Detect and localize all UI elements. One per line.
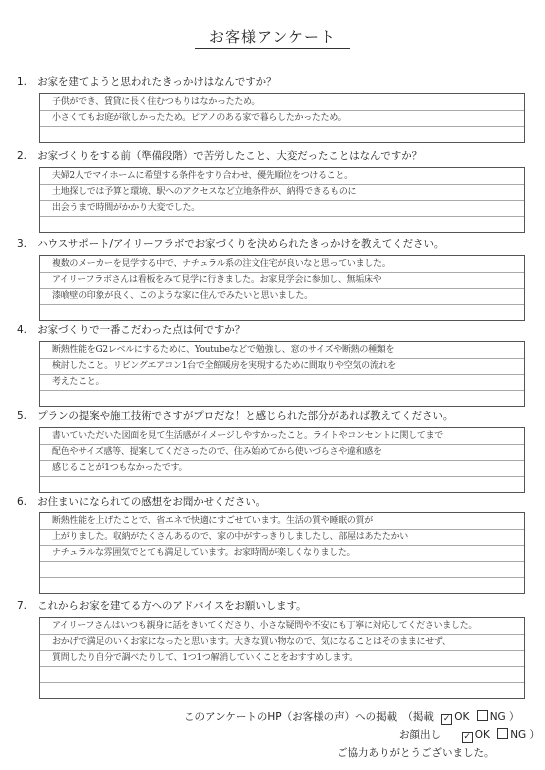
question-6-text: 6. お住まいになられての感想をお聞かせください。 bbox=[17, 496, 267, 508]
face-ok-checkbox[interactable]: ✓ bbox=[463, 732, 471, 742]
answer-1-line: 子供ができ、賃貸に長く住むつもりはなかったため。 bbox=[52, 97, 261, 107]
publish-ng-checkbox[interactable] bbox=[477, 710, 488, 721]
answer-3-line: 漆喰壁の印象が良く、このような家に住んでみたいと思いました。 bbox=[52, 291, 313, 301]
publish-ok-checkbox[interactable]: ✓ bbox=[442, 714, 451, 724]
answer-3-line: アイリーフラボさんは看板をみて見学に行きました。お家見学会に参加し、無垢床や bbox=[52, 275, 382, 285]
answer-3-box bbox=[39, 255, 525, 321]
answer-6-line: 断熱性能を上げたことで、省エネで快適にすごせています。生活の質や睡眠の質が bbox=[52, 516, 374, 526]
answer-4-line: 検討したこと。リビングエアコン1台で全館暖房を実現するために間取りや空気の流れを bbox=[52, 361, 396, 371]
answer-2-line: 土地探しでは予算と環境、駅へのアクセスなど立地条件が、納得できるものに bbox=[52, 187, 357, 197]
answer-2-box bbox=[39, 167, 525, 233]
answer-5-line: 書いていただいた図面を見て生活感がイメージしやすかったこと。ライトやコンセントに関してまで bbox=[52, 431, 443, 441]
answer-4-line: 考えたこと。 bbox=[52, 377, 105, 387]
answer-7-line: おかげで満足のいくお家になったと思います。大きな買い物なので、気になることはそのままにせず、 bbox=[52, 637, 451, 647]
question-7-text: 7. これからお家を建てる方へのアドバイスをお願いします。 bbox=[17, 600, 307, 612]
answer-5-line: 感じることが1つもなかったです。 bbox=[52, 463, 188, 473]
answer-7-line: アイリーフさんはいつも親身に話をきいてくださり、小さな疑問や不安にも丁寧に対応してくださいました。 bbox=[52, 621, 478, 631]
question-3-text: 3. ハウスサポート/アイリーフラボでお家づくりを決められたきっかけを教えてください。 bbox=[17, 238, 445, 250]
answer-1-box bbox=[39, 93, 525, 143]
answer-2-line: 夫婦2人でマイホームに希望する条件をすり合わせ、優先順位をつけること。 bbox=[52, 171, 353, 181]
answer-6-box bbox=[39, 512, 525, 594]
answer-6-line: 上がりました。収納がたくさんあるので、家の中がすっきりしましたし、部屋はあたたかい bbox=[52, 532, 408, 542]
question-5-text: 5. プランの提案や施工技術でさすがプロだな！と感じられた部分があれば教えてください。 bbox=[17, 410, 454, 422]
answer-5-box bbox=[39, 427, 525, 493]
answer-6-line: ナチュラルな雰囲気でとても満足しています。お家時間が楽しくなりました。 bbox=[52, 548, 356, 558]
question-1-text: 1. お家を建てようと思われたきっかけはなんですか？ bbox=[17, 76, 277, 88]
answer-7-line: 質問したり自分で調べたりして、1つ1つ解消していくことをおすすめします。 bbox=[52, 653, 358, 663]
publish-consent-label: このアンケートのHP（お客様の声）への掲載 （掲載 bbox=[184, 711, 434, 723]
face-consent-row: お顔出し ✓ OK NG ） bbox=[399, 729, 541, 742]
publish-consent-row: このアンケートのHP（お客様の声）への掲載 （掲載 ✓ OK NG ） bbox=[184, 711, 520, 724]
face-consent-label: お顔出し bbox=[399, 729, 441, 741]
page-title: お客様アンケート bbox=[0, 26, 545, 47]
answer-5-line: 配色やサイズ感等、提案してくださったので、住み始めてから使いづらさや違和感を bbox=[52, 447, 382, 457]
answer-7-box bbox=[39, 617, 525, 699]
answer-2-line: 出会うまで時間がかかり大変でした。 bbox=[52, 203, 200, 213]
answer-3-line: 複数のメーカーを見学する中で、ナチュラル系の注文住宅が良いなと思っていました。 bbox=[52, 259, 391, 269]
question-4-text: 4. お家づくりで一番こだわった点は何ですか？ bbox=[17, 324, 246, 336]
answer-1-line: 小さくてもお庭が欲しかったため。ピアノのある家で暮らしたかったため。 bbox=[52, 113, 347, 123]
question-2-text: 2. お家づくりをする前（準備段階）で苦労したこと、大変だったことはなんですか？ bbox=[17, 150, 423, 162]
thanks-text: ご協力ありがとうございました。 bbox=[337, 747, 495, 759]
answer-4-line: 断熱性能をG2レベルにするために、Youtubeなどで勉強し、窓のサイズや断熱の種類を bbox=[52, 345, 395, 355]
face-ng-checkbox[interactable] bbox=[497, 728, 508, 739]
answer-4-box bbox=[39, 341, 525, 407]
